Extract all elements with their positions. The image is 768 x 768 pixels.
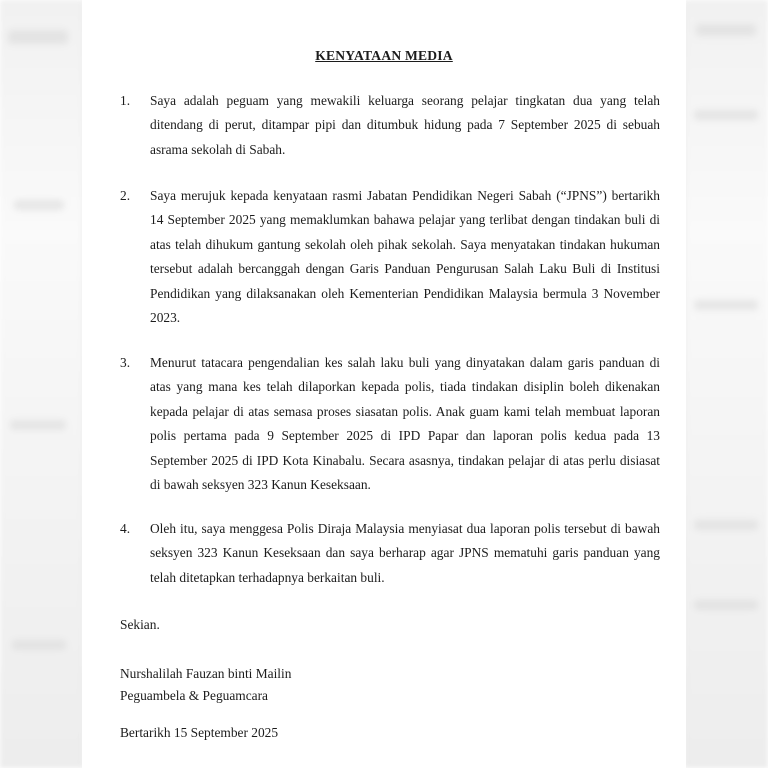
signatory-role: Peguambela & Peguamcara — [120, 688, 268, 703]
item-number: 4. — [120, 521, 131, 536]
item-number: 1. — [120, 93, 131, 108]
item-number: 3. — [120, 355, 131, 370]
blurred-background-left — [0, 0, 82, 768]
item-text: Menurut tatacara pengendalian kes salah laku buli yang dinyatakan dalam garis panduan di atas yang mana kes telah dilaporkan kepada polis, tiada tindakan disiplin boleh dikenakan kepada pelajar di atas semasa proses siasatan polis. Anak guam kami telah membuat laporan polis pertama pada 9 September 2025 di IPD Papar dan laporan polis kedua pada 13 September 2025 di IPD Kota Kinabalu. Secara asasnya, tindakan pelajar di atas perlu disiasat di bawah seksyen 323 Kanun Keseksaan. — [150, 355, 660, 493]
document-body — [82, 0, 686, 768]
date-line: Bertarikh 15 September 2025 — [120, 725, 279, 740]
item-number: 2. — [120, 188, 131, 203]
document-title: KENYATAAN MEDIA — [315, 48, 453, 63]
closing-line: Sekian. — [120, 617, 160, 632]
item-text: Saya merujuk kepada kenyataan rasmi Jabatan Pendidikan Negeri Sabah (“JPNS”) bertarikh 14 September 2025 yang memaklumkan bahawa pelajar yang terlibat dengan tindakan buli di atas telah dihukum gantung sekolah oleh pihak sekolah. Saya menyatakan tindakan hukuman tersebut adalah bercanggah dengan Garis Panduan Pengurusan Salah Laku Buli di Institusi Pendidikan yang dilaksanakan oleh Kementerian Pendidikan Malaysia bermula 3 November 2023. — [150, 188, 660, 326]
item-text: Oleh itu, saya menggesa Polis Diraja Malaysia menyiasat dua laporan polis tersebut di bawah seksyen 323 Kanun Keseksaan dan saya berharap agar JPNS mematuhi garis panduan yang telah ditetapkan terhadapnya berkaitan buli. — [150, 521, 660, 585]
blurred-background-right — [686, 0, 768, 768]
item-text: Saya adalah peguam yang mewakili keluarga seorang pelajar tingkatan dua yang telah ditendang di perut, ditampar pipi dan ditumbuk hidung pada 7 September 2025 di sebuah asrama sekolah di Sabah. — [150, 93, 660, 157]
document-page — [82, 0, 686, 768]
signatory-name: Nurshalilah Fauzan binti Mailin — [120, 666, 292, 681]
